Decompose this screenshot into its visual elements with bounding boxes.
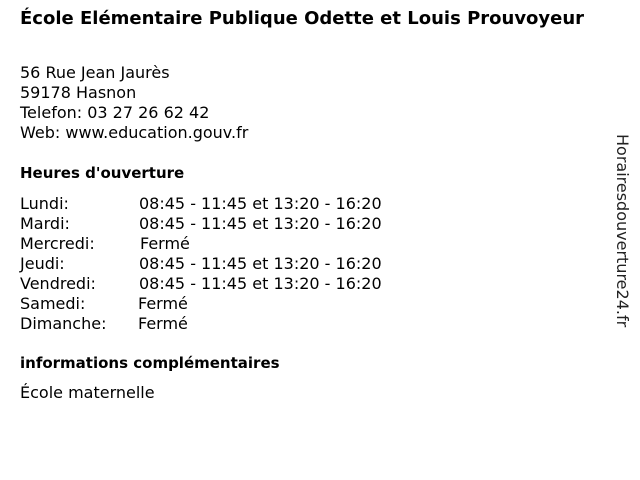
day-label: Jeudi: <box>20 254 65 273</box>
day-label: Vendredi: <box>20 274 96 293</box>
time-value: 08:45 - 11:45 et 13:20 - 16:20 <box>139 214 382 233</box>
site-watermark: Horairesdouverture24.fr <box>613 134 632 328</box>
street-address: 56 Rue Jean Jaurès <box>20 63 170 82</box>
time-value: Fermé <box>138 294 188 313</box>
time-value: 08:45 - 11:45 et 13:20 - 16:20 <box>139 194 382 213</box>
day-label: Samedi: <box>20 294 86 313</box>
time-value: 08:45 - 11:45 et 13:20 - 16:20 <box>139 254 382 273</box>
time-value: 08:45 - 11:45 et 13:20 - 16:20 <box>139 274 382 293</box>
day-label: Lundi: <box>20 194 69 213</box>
time-value: Fermé <box>140 234 190 253</box>
phone-number: Telefon: 03 27 26 62 42 <box>20 103 210 122</box>
website-link[interactable]: Web: www.education.gouv.fr <box>20 123 249 142</box>
address-block <box>20 63 248 143</box>
day-label: Mardi: <box>20 214 70 233</box>
info-heading: informations complémentaires <box>20 354 280 372</box>
day-label: Mercredi: <box>20 234 95 253</box>
time-value: Fermé <box>138 314 188 333</box>
hours-heading: Heures d'ouverture <box>20 164 185 182</box>
info-text: École maternelle <box>20 383 155 402</box>
page-title: École Elémentaire Publique Odette et Louis Prouvoyeur <box>20 8 585 29</box>
day-label: Dimanche: <box>20 314 107 333</box>
city-postal: 59178 Hasnon <box>20 83 137 102</box>
